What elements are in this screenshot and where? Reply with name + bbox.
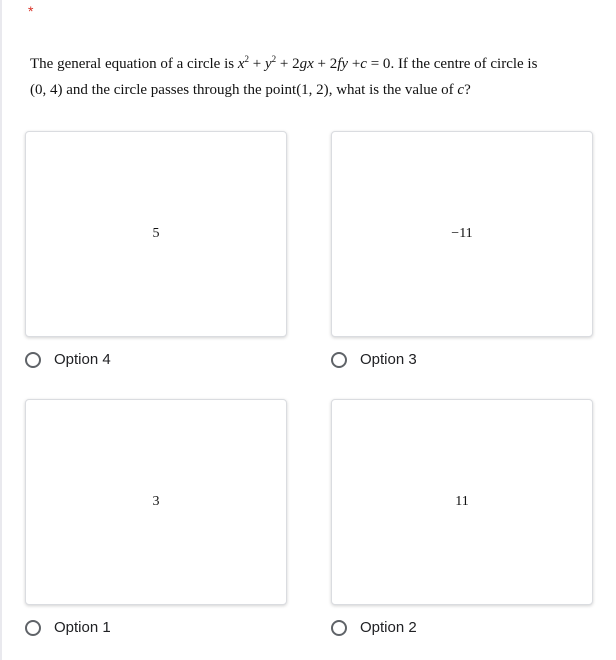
option-4-radio-button[interactable] xyxy=(25,352,41,368)
question-text-part: The general equation of a circle is xyxy=(30,56,235,72)
option-1-card-value: 3 xyxy=(152,494,160,509)
math-exponent: 2 xyxy=(244,54,249,64)
option-4-label: Option 4 xyxy=(54,351,111,368)
math-var-x: x xyxy=(237,56,245,72)
option-2-radio-button[interactable] xyxy=(331,620,347,636)
question-text xyxy=(30,46,590,103)
form-left-border xyxy=(0,0,2,660)
math-var-c: c xyxy=(457,82,465,98)
option-4-image-card[interactable] xyxy=(25,131,287,337)
question-text-part: . If the centre of circle is xyxy=(390,56,538,72)
option-2-card-value: 11 xyxy=(455,494,469,509)
option-1-radio-button[interactable] xyxy=(25,620,41,636)
math-operator: + 2 xyxy=(279,56,300,72)
question-line-1 xyxy=(30,46,590,77)
math-centre: (0, 4) xyxy=(30,82,63,98)
math-equals: = 0 xyxy=(370,56,391,72)
required-asterisk: * xyxy=(28,3,34,19)
math-point: (1, 2) xyxy=(296,82,329,98)
math-term-gx: gx xyxy=(299,56,314,72)
math-term-fy: fy xyxy=(337,56,349,72)
option-3-card-value: −11 xyxy=(451,226,473,241)
math-var-c: c xyxy=(360,56,367,72)
math-operator: + xyxy=(351,56,361,72)
option-1-label: Option 1 xyxy=(54,619,111,636)
option-4-card-value: 5 xyxy=(152,226,160,241)
option-1-radio-row[interactable] xyxy=(25,619,111,636)
option-4-radio-row[interactable] xyxy=(25,351,111,368)
question-text-part: ? xyxy=(464,82,471,98)
question-text-part: and the circle passes through the point xyxy=(66,82,297,98)
option-2-radio-row[interactable] xyxy=(331,619,417,636)
math-operator: + xyxy=(252,56,262,72)
option-3-radio-row[interactable] xyxy=(331,351,417,368)
option-3-image-card[interactable] xyxy=(331,131,593,337)
option-2-image-card[interactable] xyxy=(331,399,593,605)
math-var-y: y xyxy=(264,56,272,72)
question-line-2 xyxy=(30,77,590,103)
option-3-label: Option 3 xyxy=(360,351,417,368)
question-text-part: , what is the value of xyxy=(328,82,454,98)
math-exponent: 2 xyxy=(271,54,277,64)
option-2-label: Option 2 xyxy=(360,619,417,636)
option-1-image-card[interactable] xyxy=(25,399,287,605)
math-operator: + 2 xyxy=(317,56,338,72)
option-3-radio-button[interactable] xyxy=(331,352,347,368)
